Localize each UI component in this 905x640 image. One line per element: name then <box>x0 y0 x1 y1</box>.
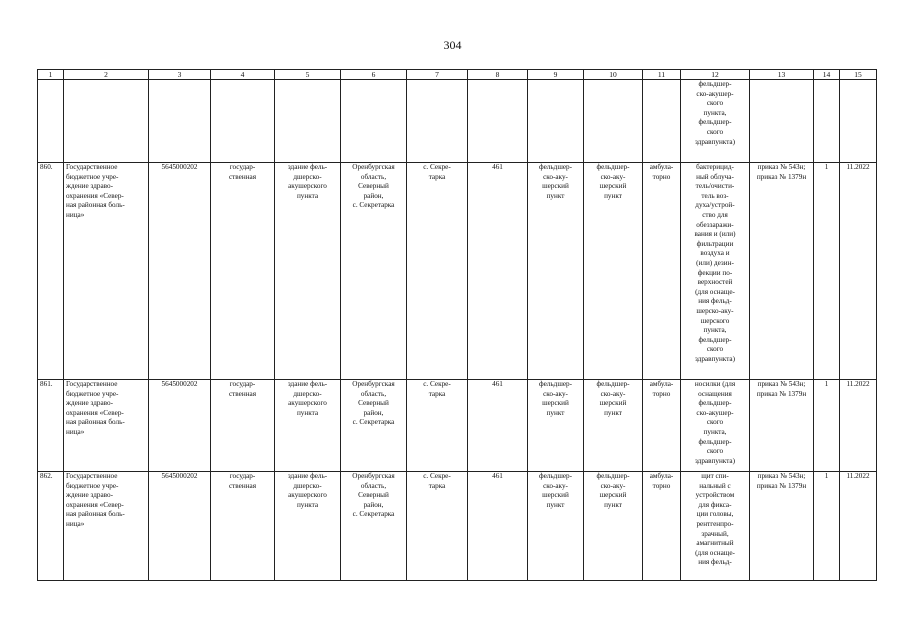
care-mode: амбула- торно <box>649 472 674 490</box>
ownership: государ- ственная <box>228 163 257 181</box>
equipment: носилки (для оснащения фельдшер- ско-акушер- ского пункта, фельдшер- ского здравпункта) <box>694 380 736 465</box>
column-header: 4 <box>211 70 275 80</box>
settlement: с. Секре- тарка <box>423 163 451 181</box>
table-row <box>38 80 877 163</box>
unit: фельдшер- ско-аку- шерский пункт <box>596 472 630 509</box>
address: Оренбургская область, Северный район, с. Секретарка <box>352 380 395 427</box>
equipment: фельдшер- ско-акушер- ского пункта, фельдшер- ского здравпункта) <box>694 80 736 146</box>
org-name: Государственное бюджетное учре- ждение здраво- охранения «Север- ная районная боль- ница» <box>66 380 125 436</box>
page-number: 304 <box>443 38 462 52</box>
column-header: 11 <box>643 70 681 80</box>
row-number <box>38 80 64 163</box>
care-mode: амбула- торно <box>649 163 674 181</box>
code: 461 <box>492 163 503 171</box>
quantity: 1 <box>824 380 829 388</box>
unit: фельдшер- ско-аку- шерский пункт <box>596 163 630 200</box>
column-header: 3 <box>149 70 211 80</box>
column-header: 6 <box>341 70 407 80</box>
column-header: 14 <box>814 70 840 80</box>
unit: фельдшер- ско-аку- шерский пункт <box>538 472 573 509</box>
unit: фельдшер- ско-аку- шерский пункт <box>538 380 573 417</box>
table-row <box>38 380 877 472</box>
row-number: 860. <box>38 163 64 380</box>
building: здание фель- дшерско- акушерского пункта <box>287 472 328 509</box>
column-header: 7 <box>407 70 468 80</box>
building: здание фель- дшерско- акушерского пункта <box>287 380 328 417</box>
table-row <box>38 472 877 581</box>
building: здание фель- дшерско- акушерского пункта <box>287 163 328 200</box>
quantity: 1 <box>824 472 829 480</box>
equipment: бактерицид- ный облуча- тель/очисти- тель воз- духа/устрой- ство для обеззаражи- вания и (или) фильтрации воздуха и (или) дезин- фекции по- верхностей (для оснаще- ния фельд- шерско-аку- шерского пункта, фельдшер- ского здравпункта) <box>694 163 736 363</box>
equipment: щит спи- нальный с устройством для фикса- ции головы, рентгенпро- зрачный, амагнитный (для оснаще- ния фельд- <box>695 472 735 567</box>
column-header: 13 <box>750 70 814 80</box>
address: Оренбургская область, Северный район, с. Секретарка <box>352 472 395 519</box>
column-header: 10 <box>584 70 643 80</box>
registry-table <box>37 69 877 581</box>
inn: 5645000202 <box>161 380 198 388</box>
column-header: 8 <box>468 70 528 80</box>
order: приказ № 543н; приказ № 1379н <box>756 380 807 398</box>
code: 461 <box>492 472 503 480</box>
column-number-row <box>38 70 877 80</box>
org-name: Государственное бюджетное учре- ждение здраво- охранения «Север- ная районная боль- ница» <box>66 472 125 528</box>
date: 11.2022 <box>846 380 870 388</box>
column-header: 15 <box>840 70 877 80</box>
order: приказ № 543н; приказ № 1379н <box>756 163 807 181</box>
ownership: государ- ственная <box>228 472 257 490</box>
column-header: 9 <box>528 70 584 80</box>
unit: фельдшер- ско-аку- шерский пункт <box>538 163 573 200</box>
column-header: 5 <box>275 70 341 80</box>
org-name: Государственное бюджетное учре- ждение здраво- охранения «Север- ная районная боль- ница» <box>66 163 125 219</box>
date: 11.2022 <box>846 163 870 171</box>
column-header: 12 <box>681 70 750 80</box>
quantity: 1 <box>824 163 829 171</box>
settlement: с. Секре- тарка <box>423 380 451 398</box>
column-header: 2 <box>64 70 149 80</box>
care-mode: амбула- торно <box>649 380 674 398</box>
unit: фельдшер- ско-аку- шерский пункт <box>596 380 630 417</box>
code: 461 <box>492 380 503 388</box>
inn: 5645000202 <box>161 472 198 480</box>
ownership: государ- ственная <box>228 380 257 398</box>
inn: 5645000202 <box>161 163 198 171</box>
order: приказ № 543н; приказ № 1379н <box>756 472 807 490</box>
date: 11.2022 <box>846 472 870 480</box>
address: Оренбургская область, Северный район, с. Секретарка <box>352 163 395 210</box>
table-row <box>38 163 877 380</box>
settlement: с. Секре- тарка <box>423 472 451 490</box>
column-header: 1 <box>38 70 64 80</box>
row-number: 861. <box>38 380 64 472</box>
row-number: 862. <box>38 472 64 581</box>
